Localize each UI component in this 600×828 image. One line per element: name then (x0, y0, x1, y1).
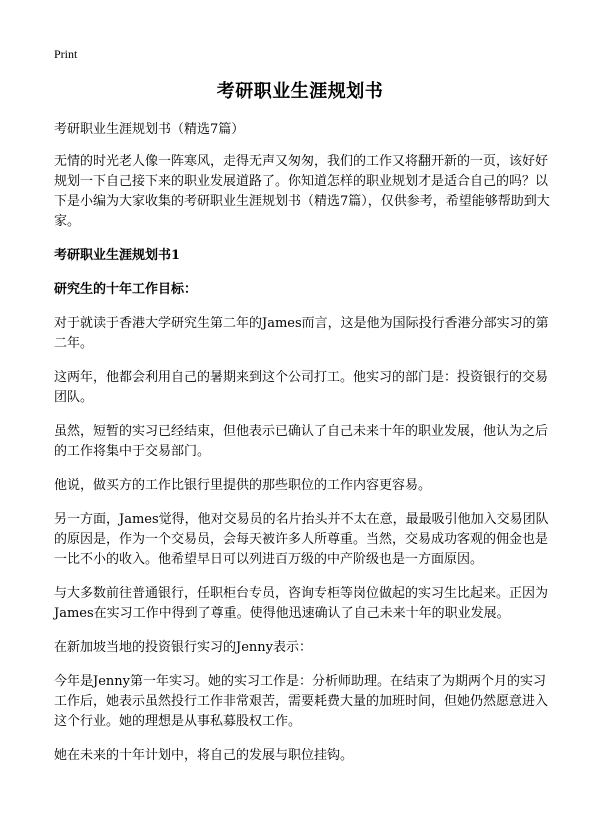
body-paragraph: 这两年，他都会利用自己的暑期来到这个公司打工。他实习的部门是：投资银行的交易团队。 (54, 370, 549, 405)
body-paragraph: 虽然，短暂的实习已经结束，但他表示已确认了自己未来十年的职业发展，他认为之后的工作将集中于交易部门。 (54, 424, 549, 459)
body-paragraph: 他说，做买方的工作比银行里提供的那些职位的工作内容更容易。 (54, 478, 432, 493)
document-title: 考研职业生涯规划书 (216, 81, 384, 102)
body-paragraph: 在新加坡当地的投资银行实习的Jenny表示： (54, 640, 312, 655)
print-link[interactable]: Print (54, 47, 78, 61)
body-paragraph: 对于就读于香港大学研究生第二年的James而言，这是他为国际投行香港分部实习的第二年。 (54, 316, 549, 351)
body-paragraph: 今年是Jenny第一年实习。她的实习工作是：分析师助理。在结束了为期两个月的实习工作后，她表示虽然投行工作非常艰苦，需要耗费大量的加班时间，但她仍然愿意进入这个行业。她的理想是从事私募股权工作。 (54, 674, 549, 729)
sub-heading: 研究生的十年工作目标： (54, 282, 198, 297)
body-paragraph: 另一方面，James觉得，他对交易员的名片抬头并不太在意，最最吸引他加入交易团队的原因是，作为一个交易员，会每天被许多人所尊重。当然，交易成功客观的佣金也是一比不小的收入。他希望早日可以列进百万级的中产阶级也是一方面原因。 (54, 512, 549, 567)
document-subtitle: 考研职业生涯规划书（精选7篇） (54, 122, 245, 137)
document-body (54, 120, 550, 780)
intro-paragraph: 无情的时光老人像一阵寒风，走得无声又匆匆，我们的工作又将翻开新的一页，该好好规划一下自己接下来的职业发展道路了。你知道怎样的职业规划才是适合自己的吗？以下是小编为大家收集的考研职业生涯规划书（精选7篇），仅供参考，希望能够帮助到大家。 (54, 154, 550, 229)
body-paragraph: 与大多数前往普通银行，任职柜台专员，咨询专柜等岗位做起的实习生比起来。正因为James在实习工作中得到了尊重。使得他迅速确认了自己未来十年的职业发展。 (54, 586, 549, 621)
section-heading: 考研职业生涯规划书1 (54, 248, 181, 263)
body-paragraph: 她在未来的十年计划中，将自己的发展与职位挂钩。 (54, 748, 354, 763)
